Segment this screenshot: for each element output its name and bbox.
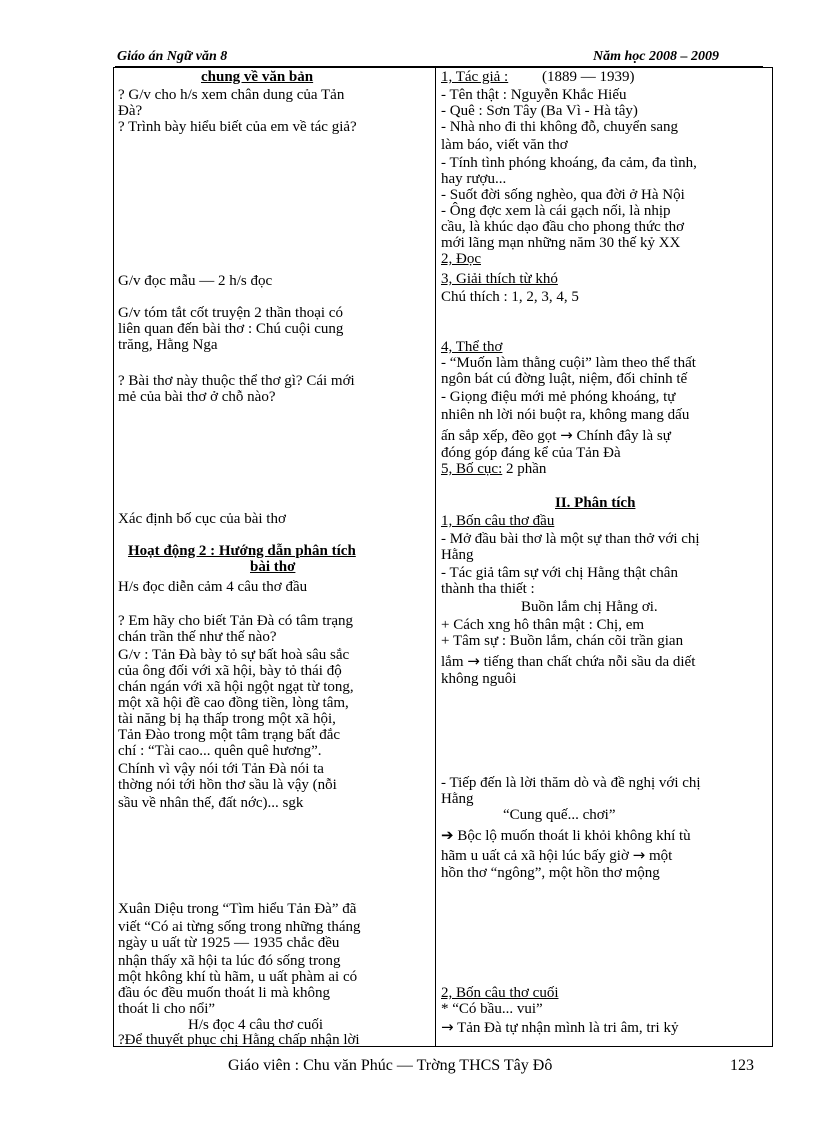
content-text: - Tên thật : Nguyễn Khắc Hiếu (441, 87, 627, 103)
content-text: không nguôi (441, 671, 517, 687)
right-arrow-icon: → (441, 1018, 454, 1036)
content-text: nhiên nh lời nói buột ra, không mang dấu (441, 407, 690, 423)
content-text: Hằng (441, 791, 474, 807)
activity-heading: bài thơ (250, 559, 296, 575)
activity-text: chán ngán với xã hội ngột ngạt từ tong, (118, 679, 354, 695)
page-header (115, 49, 763, 67)
footer-page-number: 123 (730, 1057, 754, 1074)
content-text: Chính đây là sự (576, 428, 671, 444)
content-heading: 2, Đọc (441, 251, 481, 267)
activity-heading: Hoạt động 2 : Hướng dẫn phân tích (128, 543, 356, 559)
content-text: - Tính tình phóng khoáng, đa cảm, đa tình, (441, 155, 697, 171)
content-text: hay rượu... (441, 171, 507, 187)
poem-quote: Buồn lắm chị Hằng ơi. (521, 599, 658, 615)
content-heading: 1, Bốn câu thơ đầu (441, 513, 555, 529)
header-school-year: Năm học 2008 – 2009 (593, 49, 719, 64)
content-heading: 3, Giải thích từ khó (441, 271, 558, 287)
content-text: làm báo, viết văn thơ (441, 137, 568, 153)
activity-text: H/s đọc diễn cảm 4 câu thơ đầu (118, 579, 308, 595)
content-text: tiếng than chất chứa nỗi sầu da diết (483, 654, 696, 670)
column-divider (435, 68, 436, 1046)
activity-text: ? Trình bày hiểu biết của em về tác giả? (118, 119, 357, 135)
right-arrow-icon: → (632, 846, 646, 864)
content-text-with-arrow (441, 427, 671, 444)
content-text: một (648, 848, 673, 864)
right-arrow-icon: → (560, 426, 573, 444)
activity-text: G/v tóm tắt cốt truyện 2 thần thoại có (118, 305, 343, 321)
activity-text: trăng, Hằng Nga (118, 337, 218, 353)
activity-text: ? Bài thơ này thuộc thể thơ gì? Cái mới (118, 373, 355, 389)
content-text: - Suốt đời sống nghèo, qua đời ở Hà Nội (441, 187, 685, 203)
activity-text: một xã hội đề cao đồng tiền, lòng tâm, (118, 695, 349, 711)
activity-text: mẻ của bài thơ ở chỗ nào? (118, 389, 276, 405)
content-text: ngôn bát cú đờng luật, niệm, đối chỉnh tế (441, 371, 688, 387)
activity-text: thờng nói tới hồn thơ sầu là vậy (nỗi (118, 777, 337, 793)
activity-text: sầu về nhân thế, đất nớc)... sgk (118, 795, 304, 811)
content-text: đóng góp đáng kể của Tản Đà (441, 445, 621, 461)
activity-text: Xác định bố cục của bài thơ (118, 511, 286, 527)
content-text-with-arrow (441, 847, 672, 864)
header-course-title: Giáo án Ngữ văn 8 (117, 49, 228, 64)
content-text: + Tâm sự : Buồn lắm, chán cõi trần gian (441, 633, 684, 649)
content-text-with-arrow (441, 1019, 678, 1036)
content-heading: 1, Tác giả : (441, 69, 509, 85)
content-text: cầu, là khúc dạo đầu cho phong thức thơ (441, 219, 685, 235)
content-text: - Giọng điệu mới mẻ phóng khoáng, tự (441, 389, 676, 405)
activity-text: ? Em hãy cho biết Tản Đà có tâm trạng (118, 613, 354, 629)
content-text: + Cách xng hô thân mật : Chị, em (441, 617, 645, 633)
activity-text: viết “Có ai từng sống trong những tháng (118, 919, 361, 935)
content-heading: 4, Thể thơ (441, 339, 503, 355)
activity-text: Tản Đào trong một tâm trạng bất đắc (118, 727, 341, 743)
content-text: Hằng (441, 547, 474, 563)
poem-quote: “Cung quế... chơi” (503, 807, 616, 823)
content-heading: 5, Bố cục: (441, 461, 503, 477)
activity-text: Đà? (118, 103, 143, 119)
activity-text: ?Để thuyết phục chị Hằng chấp nhận lời (118, 1032, 360, 1048)
activity-text: Chính vì vậy nói tới Tản Đà nói ta (118, 761, 324, 777)
content-text: hãm u uất cả xã hội lúc bấy giờ (441, 848, 629, 864)
content-text: (1889 — 1939) (542, 69, 635, 85)
content-text: Chú thích : 1, 2, 3, 4, 5 (441, 289, 579, 305)
activity-text: G/v : Tản Đà bày tỏ sự bất hoà sâu sắc (118, 647, 350, 663)
activity-text: thoát li cho nổi” (118, 1001, 216, 1017)
content-text: - Quê : Sơn Tây (Ba Vì - Hà tây) (441, 103, 638, 119)
content-text: - Mở đầu bài thơ là một sự than thở với chị (441, 531, 700, 547)
content-text: lắm (441, 654, 464, 670)
activity-text: một hkông khí tù hãm, u uất phàm ai có (118, 969, 358, 985)
content-text: hồn thơ “ngông”, một hồn thơ mộng (441, 865, 660, 881)
content-text-with-arrow (441, 827, 691, 844)
content-text: - Tác giả tâm sự với chị Hằng thật chân (441, 565, 678, 581)
content-text: 2 phần (506, 461, 547, 477)
bold-right-arrow-icon: ➔ (441, 826, 454, 844)
activity-text: G/v đọc mẫu — 2 h/s đọc (118, 273, 273, 289)
content-text: - Tiếp đến là lời thăm dò và đề nghị với chị (441, 775, 701, 791)
activity-text: chán trần thế như thế nào? (118, 629, 277, 645)
activity-text: liên quan đến bài thơ : Chú cuội cung (118, 321, 344, 337)
activity-text: đầu óc đều muốn thoát li mà không (118, 985, 331, 1001)
right-arrow-icon: → (467, 652, 480, 670)
activity-text: tài năng bị hạ thấp trong một xã hội, (118, 711, 336, 727)
activity-text: của ông đối với xã hội, bày tỏ thái độ (118, 663, 342, 679)
footer-teacher: Giáo viên : Chu văn Phúc — Trờng THCS Tây Đô (228, 1057, 553, 1074)
activity-text: H/s đọc 4 câu thơ cuối (188, 1017, 323, 1033)
content-text: thành tha thiết : (441, 581, 535, 597)
content-heading-row (441, 461, 546, 477)
lesson-table (113, 67, 773, 1047)
content-text: mới lãng mạn những năm 30 thế kỷ XX (441, 235, 681, 251)
content-text: - Ông đợc xem là cái gạch nối, là nhịp (441, 203, 671, 219)
activity-text: ngày u uất từ 1925 — 1935 chắc đều (118, 935, 340, 951)
activity-text: ? G/v cho h/s xem chân dung của Tản (118, 87, 345, 103)
content-text: - Nhà nho đi thi không đỗ, chuyển sang (441, 119, 679, 135)
content-text: ấn sắp xếp, đẽo gọt (441, 428, 557, 444)
activity-text: chí : “Tài cao... quên quê hương”. (118, 743, 322, 759)
content-heading: 2, Bốn câu thơ cuối (441, 985, 559, 1001)
content-text: - “Muốn làm thằng cuội” làm theo thể thất (441, 355, 696, 371)
section-heading: II. Phân tích (555, 495, 636, 511)
content-text: Bộc lộ muốn thoát li khỏi không khí tù (457, 828, 691, 844)
activity-text: nhận thấy xã hội ta lúc đó sống trong (118, 953, 341, 969)
content-text-with-arrow (441, 653, 695, 670)
content-text: * “Có bầu... vui” (441, 1001, 543, 1017)
content-text: Tản Đà tự nhận mình là tri âm, tri kỷ (457, 1020, 679, 1036)
activity-text: Xuân Diệu trong “Tìm hiểu Tản Đà” đã (118, 901, 357, 917)
section-heading: chung về văn bản (201, 69, 314, 85)
